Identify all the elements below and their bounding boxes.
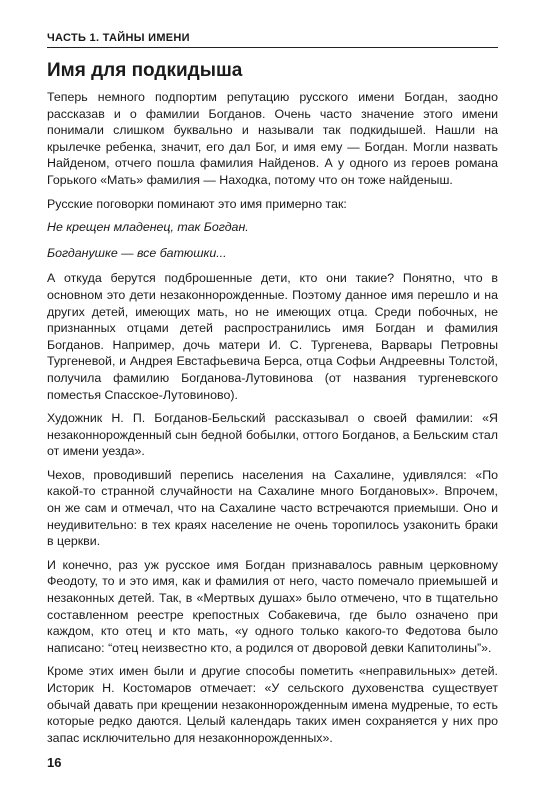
running-head: ЧАСТЬ 1. ТАЙНЫ ИМЕНИ (47, 32, 498, 48)
paragraph-4: Художник Н. П. Богданов-Бельский рассказывал о своей фамилии: «Я незаконнорожденный сын бедной бобылки, оттого Богданов, а Бельским стал от имени уезда». (47, 411, 498, 459)
proverb-2: Богданушке — все батюшки... (47, 245, 227, 260)
paragraph-6: И конечно, раз уж русское имя Богдан признавалось равным церковному Феодоту, то и это имя, как и фамилия от него, часто помечало приемышей и незаконных детей. Так, в «Мертвых душах» было отмечено, что в тщательно составленном реестре крепостных Собакевича, где было означено при каждом, кто отец и кто мать, «у одного только какого-то Федотова было написано: “отец неизвестно кто, а родился от дворовой девки Капитолины”». (47, 557, 498, 655)
page-number: 16 (47, 755, 62, 770)
paragraph-3: А откуда берутся подброшенные дети, кто они такие? Понятно, что в основном это дети незаконнорожденные. Поэтому данное имя перешло и на других детей, имеющих мать, но не имеющих отца. Среди побочных, не признанных отцами детей распространились имя Богдан и фамилия Богданов. Например, дочь матери И. С. Тургенева, Варвары Петровны Тургеневой, и Андрея Евстафьевича Берса, отца Софьи Андреевны Толстой, получила фамилию Богданова-Лутовинова (от названия тургеневского поместья Спасское-Лутовиново). (47, 271, 498, 402)
paragraph-5: Чехов, проводивший перепись населения на Сахалине, удивлялся: «По какой-то странной случайности на Сахалине много Богдановых». Впрочем, он же сам и отмечал, что на Сахалине часто встречаются приемыши. Оно и неудивительно: в тех краях население не очень торопилось узаконить браки в церкви. (47, 467, 498, 549)
paragraph-1: Теперь немного подпортим репутацию русского имени Богдан, заодно рассказав и о фамилии Богданов. Очень часто значение этого имени понимали слишком буквально и называли так подкидышей. Нашли на крылечке ребенка, значит, его дал Бог, и имя ему — Богдан. Могли назвать Найденом, отчего пошла фамилия Найденов. А у одного из героев романа Горького «Мать» фамилия — Находка, потому что он тоже найденыш. (47, 90, 498, 187)
section-title: Имя для подкидыша (47, 60, 243, 81)
paragraph-7: Кроме этих имен были и другие способы пометить «неправильных» детей. Историк Н. Костомаров отмечает: «У сельского духовенства существует обычай давать при крещении незаконнорожденным имена мудреные, то есть которые редко даются. Целый календарь таких имен сохраняется у них про запас исключительно для незаконнорожденных». (47, 664, 498, 745)
book-page (47, 32, 498, 753)
paragraph-2: Русские поговорки поминают это имя примерно так: (47, 196, 347, 211)
proverb-1: Не крещен младенец, так Богдан. (47, 220, 249, 235)
